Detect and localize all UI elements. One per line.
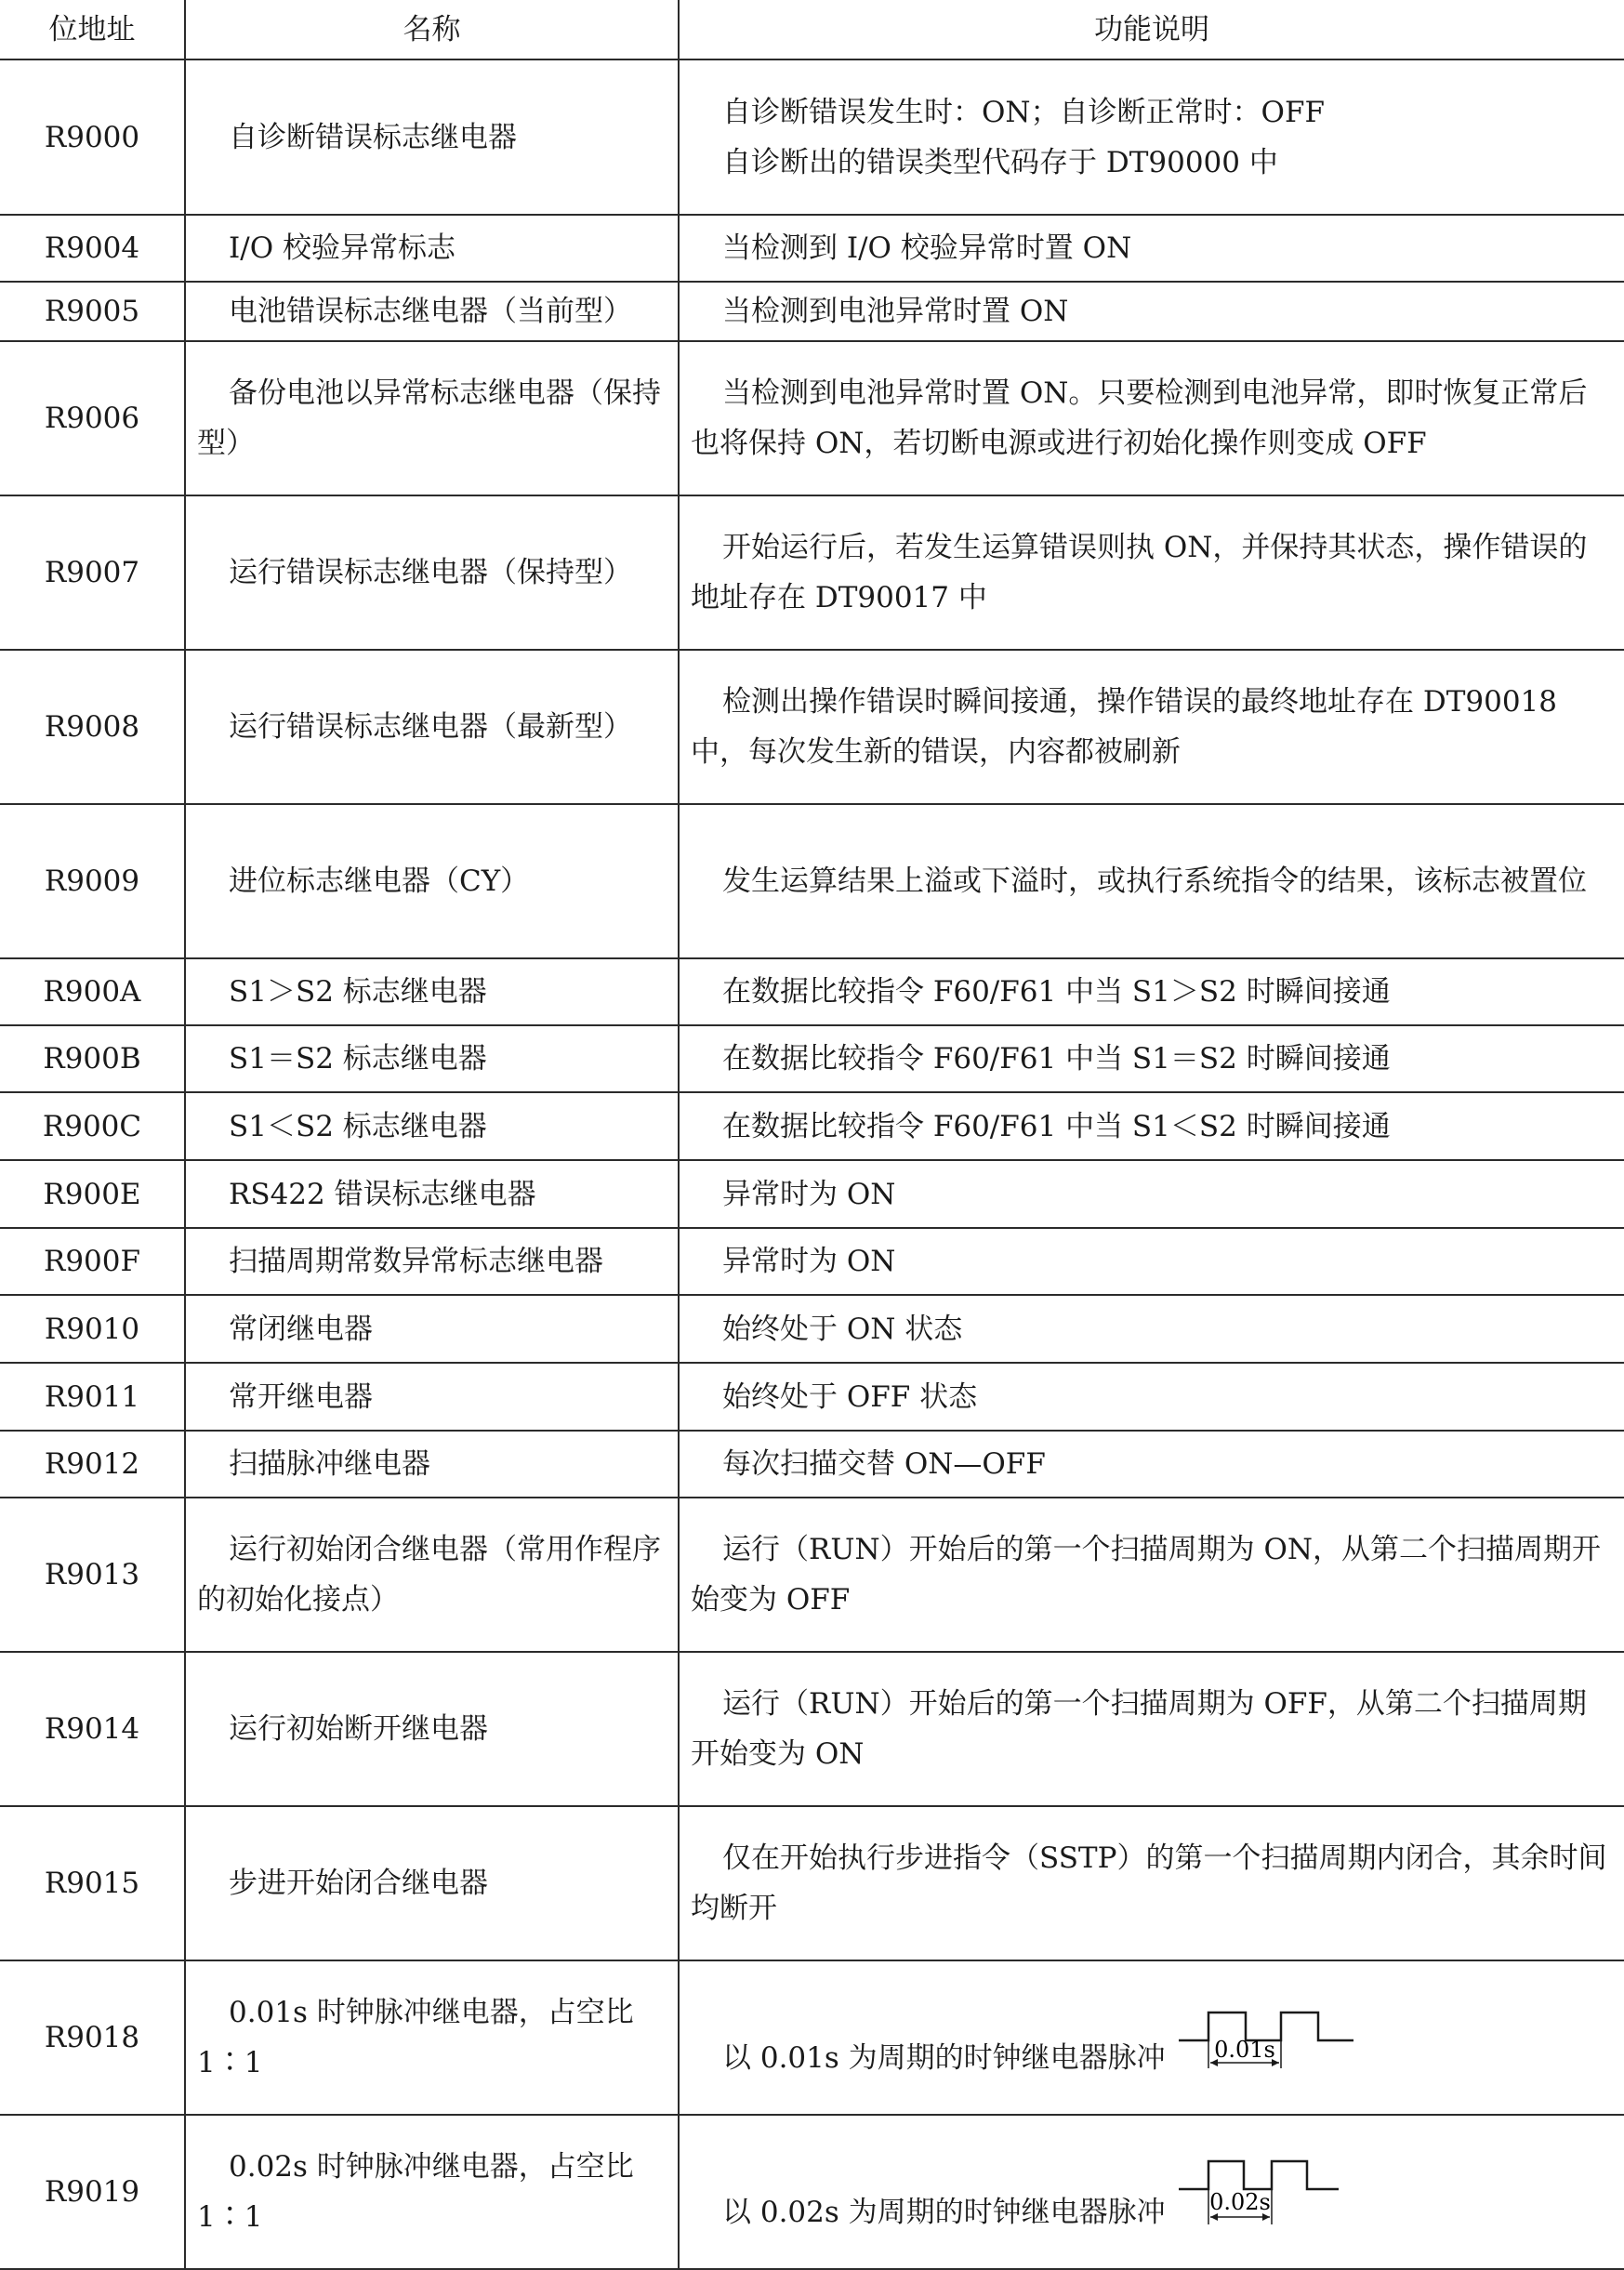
table-row — [0, 1025, 1624, 1092]
table-row — [0, 650, 1624, 804]
table-row — [0, 341, 1624, 495]
table-row — [0, 1363, 1624, 1431]
cell-addr: R9007 — [0, 495, 185, 650]
clock-waveform-icon — [1171, 2150, 1376, 2234]
cell-addr: R9009 — [0, 804, 185, 958]
table-row — [0, 958, 1624, 1025]
cell-desc: 始终处于 OFF 状态 — [679, 1363, 1624, 1431]
cell-addr: R9014 — [0, 1652, 185, 1806]
cell-addr: R9019 — [0, 2115, 185, 2269]
cell-desc: 异常时为 ON — [679, 1228, 1624, 1295]
cell-addr: R9008 — [0, 650, 185, 804]
cell-desc: 仅在开始执行步进指令（SSTP）的第一个扫描周期内闭合，其余时间均断开 — [679, 1806, 1624, 1960]
cell-desc — [679, 2115, 1624, 2269]
header-desc: 功能说明 — [679, 0, 1624, 59]
cell-desc: 当检测到电池异常时置 ON。只要检测到电池异常，即时恢复正常后也将保持 ON，若切断电源或进行初始化操作则变成 OFF — [679, 341, 1624, 495]
table-row — [0, 1431, 1624, 1498]
cell-desc: 异常时为 ON — [679, 1160, 1624, 1228]
desc-with-waveform — [691, 1992, 1611, 2083]
cell-name: 自诊断错误标志继电器 — [185, 59, 679, 215]
table-row — [0, 1295, 1624, 1363]
cell-name: 运行初始闭合继电器（常用作程序的初始化接点） — [185, 1498, 679, 1652]
table-row — [0, 1228, 1624, 1295]
header-addr: 位地址 — [0, 0, 185, 59]
cell-addr: R900B — [0, 1025, 185, 1092]
table-row — [0, 215, 1624, 282]
header-name: 名称 — [185, 0, 679, 59]
cell-name: 进位标志继电器（CY） — [185, 804, 679, 958]
cell-addr: R9006 — [0, 341, 185, 495]
cell-addr: R9000 — [0, 59, 185, 215]
cell-addr: R9005 — [0, 282, 185, 341]
clock-waveform-icon — [1171, 1996, 1376, 2079]
cell-desc: 运行（RUN）开始后的第一个扫描周期为 OFF，从第二个扫描周期开始变为 ON — [679, 1652, 1624, 1806]
cell-desc: 每次扫描交替 ON—OFF — [679, 1431, 1624, 1498]
table-row — [0, 804, 1624, 958]
cell-addr: R9015 — [0, 1806, 185, 1960]
cell-name: 扫描周期常数异常标志继电器 — [185, 1228, 679, 1295]
header-row — [0, 0, 1624, 59]
table-row — [0, 2115, 1624, 2269]
cell-name: 运行错误标志继电器（最新型） — [185, 650, 679, 804]
cell-name: 运行错误标志继电器（保持型） — [185, 495, 679, 650]
cell-name: I/O 校验异常标志 — [185, 215, 679, 282]
cell-addr: R9018 — [0, 1960, 185, 2115]
cell-name: S1＝S2 标志继电器 — [185, 1025, 679, 1092]
cell-desc — [679, 59, 1624, 215]
table-row — [0, 1498, 1624, 1652]
cell-addr: R9012 — [0, 1431, 185, 1498]
cell-name: 常闭继电器 — [185, 1295, 679, 1363]
cell-addr: R900E — [0, 1160, 185, 1228]
cell-desc: 始终处于 ON 状态 — [679, 1295, 1624, 1363]
cell-name: 扫描脉冲继电器 — [185, 1431, 679, 1498]
cell-desc: 在数据比较指令 F60/F61 中当 S1＜S2 时瞬间接通 — [679, 1092, 1624, 1160]
cell-desc: 在数据比较指令 F60/F61 中当 S1＝S2 时瞬间接通 — [679, 1025, 1624, 1092]
table-row — [0, 495, 1624, 650]
cell-name: RS422 错误标志继电器 — [185, 1160, 679, 1228]
cell-name: 步进开始闭合继电器 — [185, 1806, 679, 1960]
cell-desc: 在数据比较指令 F60/F61 中当 S1＞S2 时瞬间接通 — [679, 958, 1624, 1025]
waveform-period-label: 0.01s — [1213, 2037, 1275, 2063]
table-row — [0, 59, 1624, 215]
table-row — [0, 1160, 1624, 1228]
cell-name: 0.02s 时钟脉冲继电器，占空比 1∶1 — [185, 2115, 679, 2269]
desc-line: 自诊断错误发生时：ON；自诊断正常时：OFF — [722, 95, 1325, 129]
table-row — [0, 1806, 1624, 1960]
cell-desc: 当检测到电池异常时置 ON — [679, 282, 1624, 341]
cell-desc: 运行（RUN）开始后的第一个扫描周期为 ON，从第二个扫描周期开始变为 OFF — [679, 1498, 1624, 1652]
waveform-period-label: 0.02s — [1208, 2189, 1271, 2215]
table-row — [0, 1092, 1624, 1160]
table-row — [0, 282, 1624, 341]
desc-text: 以 0.01s 为周期的时钟继电器脉冲 — [722, 2041, 1166, 2075]
cell-name: 备份电池以异常标志继电器（保持型） — [185, 341, 679, 495]
table-row — [0, 1960, 1624, 2115]
cell-addr: R9013 — [0, 1498, 185, 1652]
cell-addr: R9011 — [0, 1363, 185, 1431]
cell-name: 运行初始断开继电器 — [185, 1652, 679, 1806]
desc-text: 以 0.02s 为周期的时钟继电器脉冲 — [722, 2196, 1166, 2229]
cell-addr: R9004 — [0, 215, 185, 282]
cell-name: 0.01s 时钟脉冲继电器，占空比 1∶1 — [185, 1960, 679, 2115]
cell-desc: 发生运算结果上溢或下溢时，或执行系统指令的结果，该标志被置位 — [679, 804, 1624, 958]
table-row — [0, 1652, 1624, 1806]
cell-name: S1＜S2 标志继电器 — [185, 1092, 679, 1160]
cell-desc: 检测出操作错误时瞬间接通，操作错误的最终地址存在 DT90018 中，每次发生新的错误，内容都被刷新 — [679, 650, 1624, 804]
cell-desc: 开始运行后，若发生运算错误则执 ON，并保持其状态，操作错误的地址存在 DT90017 中 — [679, 495, 1624, 650]
desc-with-waveform — [691, 2146, 1611, 2237]
cell-addr: R900C — [0, 1092, 185, 1160]
cell-name: 电池错误标志继电器（当前型） — [185, 282, 679, 341]
cell-name: 常开继电器 — [185, 1363, 679, 1431]
desc-line: 自诊断出的错误类型代码存于 DT90000 中 — [722, 145, 1278, 179]
cell-addr: R900A — [0, 958, 185, 1025]
cell-desc: 当检测到 I/O 校验异常时置 ON — [679, 215, 1624, 282]
cell-desc — [679, 1960, 1624, 2115]
cell-addr: R900F — [0, 1228, 185, 1295]
cell-addr: R9010 — [0, 1295, 185, 1363]
cell-name: S1＞S2 标志继电器 — [185, 958, 679, 1025]
